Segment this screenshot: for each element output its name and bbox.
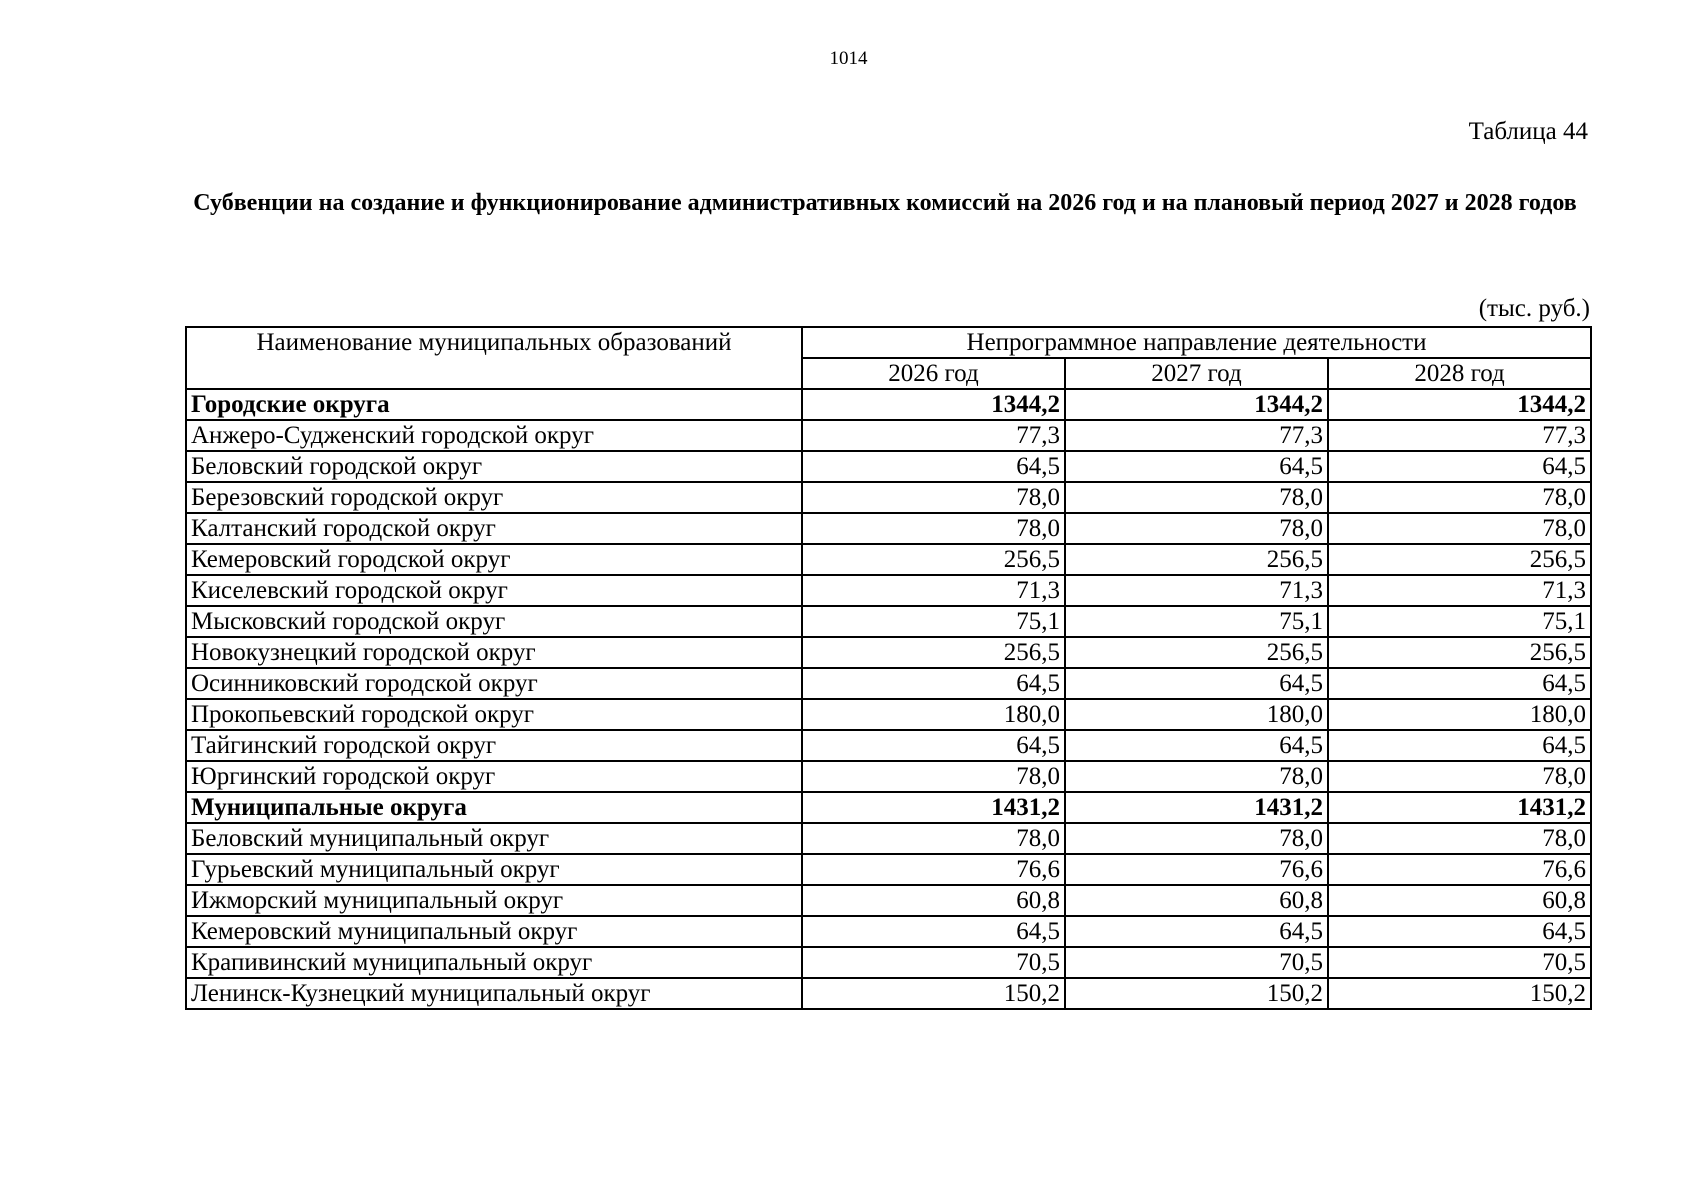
value-cell: 71,3 [1065, 575, 1328, 606]
document-title: Субвенции на создание и функционирование административных комиссий на 2026 год и на плановый период 2027 и 2028 годов [193, 190, 1577, 216]
value-cell: 70,5 [802, 947, 1065, 978]
value-cell: 76,6 [1065, 854, 1328, 885]
value-cell: 256,5 [802, 637, 1065, 668]
municipality-name-cell: Муниципальные округа [186, 792, 802, 823]
table-row [186, 947, 1591, 978]
value-cell: 71,3 [1328, 575, 1591, 606]
value-cell: 78,0 [802, 482, 1065, 513]
municipality-name-cell: Крапивинский муниципальный округ [186, 947, 802, 978]
value-cell: 78,0 [1328, 513, 1591, 544]
value-cell: 64,5 [802, 668, 1065, 699]
municipality-name-cell: Анжеро-Судженский городской округ [186, 420, 802, 451]
value-cell: 78,0 [802, 823, 1065, 854]
value-cell: 76,6 [802, 854, 1065, 885]
municipality-name-cell: Мысковский городской округ [186, 606, 802, 637]
value-cell: 1431,2 [802, 792, 1065, 823]
value-cell: 77,3 [1328, 420, 1591, 451]
value-cell: 60,8 [1065, 885, 1328, 916]
value-cell: 76,6 [1328, 854, 1591, 885]
value-cell: 64,5 [1328, 916, 1591, 947]
table-body [186, 389, 1591, 1009]
value-cell: 60,8 [802, 885, 1065, 916]
value-cell: 64,5 [802, 916, 1065, 947]
name-column-header: Наименование муниципальных образований [186, 327, 802, 389]
table-row [186, 823, 1591, 854]
value-cell: 1431,2 [1065, 792, 1328, 823]
value-cell: 256,5 [802, 544, 1065, 575]
municipality-name-cell: Ленинск-Кузнецкий муниципальный округ [186, 978, 802, 1009]
activity-direction-header: Непрограммное направление деятельности [802, 327, 1591, 358]
table-row [186, 513, 1591, 544]
value-cell: 1431,2 [1328, 792, 1591, 823]
value-cell: 78,0 [1328, 761, 1591, 792]
value-cell: 78,0 [802, 513, 1065, 544]
value-cell: 180,0 [802, 699, 1065, 730]
value-cell: 64,5 [1328, 730, 1591, 761]
table-row [186, 482, 1591, 513]
value-cell: 78,0 [1328, 482, 1591, 513]
municipality-name-cell: Осинниковский городской округ [186, 668, 802, 699]
table-group-row [186, 389, 1591, 420]
value-cell: 75,1 [1328, 606, 1591, 637]
value-cell: 75,1 [1065, 606, 1328, 637]
value-cell: 64,5 [1328, 451, 1591, 482]
table-row [186, 637, 1591, 668]
value-cell: 1344,2 [802, 389, 1065, 420]
value-cell: 256,5 [1065, 544, 1328, 575]
table-row [186, 730, 1591, 761]
table-row [186, 451, 1591, 482]
municipality-name-cell: Гурьевский муниципальный округ [186, 854, 802, 885]
table-row [186, 978, 1591, 1009]
municipality-name-cell: Киселевский городской округ [186, 575, 802, 606]
table-row [186, 420, 1591, 451]
value-cell: 150,2 [1328, 978, 1591, 1009]
value-cell: 180,0 [1065, 699, 1328, 730]
municipality-name-cell: Беловский городской округ [186, 451, 802, 482]
value-cell: 64,5 [802, 451, 1065, 482]
value-cell: 64,5 [1065, 730, 1328, 761]
year-header-2027: 2027 год [1065, 358, 1328, 389]
table-row [186, 575, 1591, 606]
value-cell: 64,5 [1065, 916, 1328, 947]
value-cell: 78,0 [1065, 482, 1328, 513]
value-cell: 77,3 [802, 420, 1065, 451]
units-label: (тыс. руб.) [1478, 295, 1590, 322]
table-row [186, 916, 1591, 947]
municipality-name-cell: Тайгинский городской округ [186, 730, 802, 761]
table-label: Таблица 44 [1468, 118, 1588, 145]
year-header-2028: 2028 год [1328, 358, 1591, 389]
value-cell: 78,0 [1065, 823, 1328, 854]
value-cell: 256,5 [1065, 637, 1328, 668]
table-row [186, 668, 1591, 699]
value-cell: 75,1 [802, 606, 1065, 637]
municipality-name-cell: Юргинский городской округ [186, 761, 802, 792]
municipality-name-cell: Кемеровский муниципальный округ [186, 916, 802, 947]
value-cell: 70,5 [1065, 947, 1328, 978]
year-header-2026: 2026 год [802, 358, 1065, 389]
municipality-name-cell: Беловский муниципальный округ [186, 823, 802, 854]
value-cell: 64,5 [802, 730, 1065, 761]
value-cell: 70,5 [1328, 947, 1591, 978]
table-row [186, 699, 1591, 730]
value-cell: 256,5 [1328, 637, 1591, 668]
value-cell: 71,3 [802, 575, 1065, 606]
municipality-name-cell: Городские округа [186, 389, 802, 420]
value-cell: 78,0 [1328, 823, 1591, 854]
table-row [186, 761, 1591, 792]
table-header [186, 327, 1591, 389]
table-row [186, 885, 1591, 916]
value-cell: 1344,2 [1065, 389, 1328, 420]
value-cell: 180,0 [1328, 699, 1591, 730]
value-cell: 1344,2 [1328, 389, 1591, 420]
page-number: 1014 [829, 48, 868, 69]
table-row [186, 854, 1591, 885]
table-row [186, 544, 1591, 575]
value-cell: 256,5 [1328, 544, 1591, 575]
value-cell: 78,0 [1065, 761, 1328, 792]
value-cell: 64,5 [1065, 668, 1328, 699]
value-cell: 150,2 [1065, 978, 1328, 1009]
value-cell: 77,3 [1065, 420, 1328, 451]
table-row [186, 606, 1591, 637]
value-cell: 64,5 [1065, 451, 1328, 482]
value-cell: 150,2 [802, 978, 1065, 1009]
value-cell: 64,5 [1328, 668, 1591, 699]
municipality-name-cell: Ижморский муниципальный округ [186, 885, 802, 916]
value-cell: 78,0 [802, 761, 1065, 792]
municipality-name-cell: Новокузнецкий городской округ [186, 637, 802, 668]
municipality-name-cell: Кемеровский городской округ [186, 544, 802, 575]
table-group-row [186, 792, 1591, 823]
value-cell: 60,8 [1328, 885, 1591, 916]
municipality-name-cell: Прокопьевский городской округ [186, 699, 802, 730]
municipality-name-cell: Калтанский городской округ [186, 513, 802, 544]
value-cell: 78,0 [1065, 513, 1328, 544]
subventions-table [185, 326, 1592, 1010]
municipality-name-cell: Березовский городской округ [186, 482, 802, 513]
